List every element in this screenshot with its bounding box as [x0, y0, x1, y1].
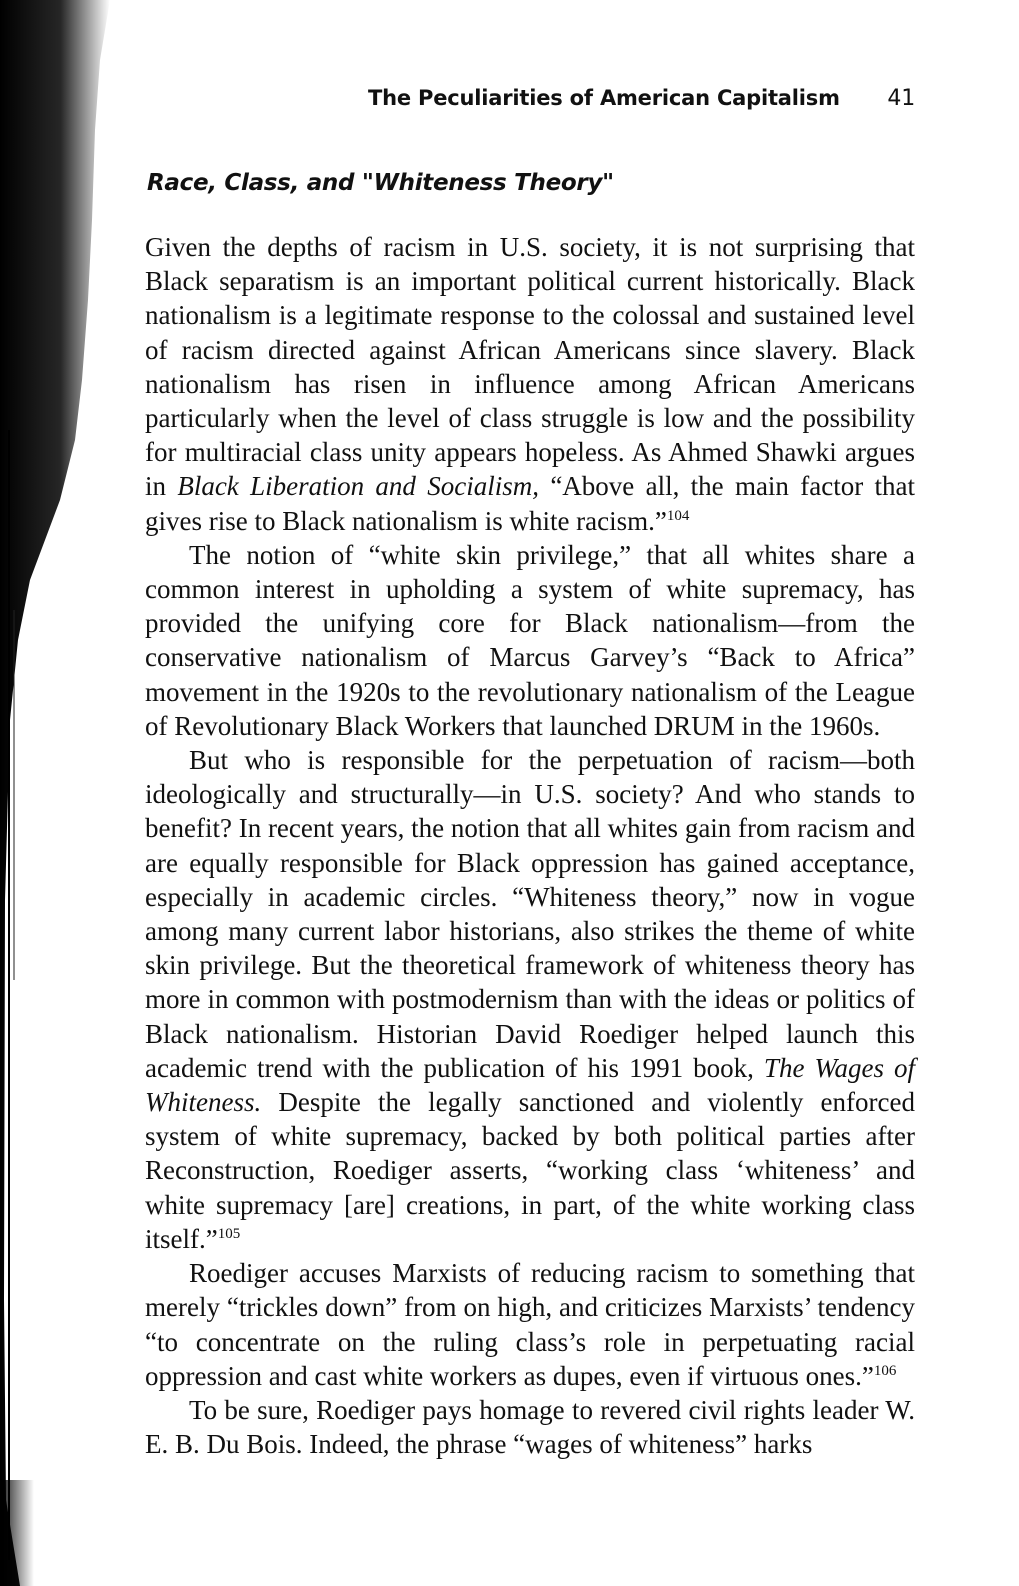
paragraph-4: [145, 1256, 915, 1393]
paragraph-2: The notion of “white skin privilege,” that all whites share a common interest in upholding a system of white supremacy, has provided the unifying core for Black nationalism—from the conservative nationalism of Marcus Garvey’s “Back to Africa” movement in the 1920s to the revolutionary nationalism of the League of Revolutionary Black Workers that launched DRUM in the 1960s.: [145, 539, 915, 741]
paragraph-1-quote: “Above all, the main factor that gives rise to Black nationalism is white racism.”: [145, 471, 915, 536]
running-head-title: The Peculiarities of American Capitalism: [368, 86, 840, 110]
section-heading: Race, Class, and "Whiteness Theory": [147, 170, 614, 196]
paragraph-3: [145, 743, 915, 1256]
book-title-wages-of-whiteness: The Wages of Whiteness.: [145, 1052, 915, 1118]
page-number: 41: [887, 86, 915, 111]
footnote-ref-106[interactable]: 106: [873, 1362, 897, 1379]
footnote-ref-104[interactable]: 104: [666, 507, 690, 524]
footnote-ref-105[interactable]: 105: [217, 1225, 241, 1242]
paragraph-3-text: But who is responsible for the perpetuation of racism—both ideologically and structurally—in U.S. society? And who stands to benefit? In recent years, the notion that all whites gain from racism and are equally responsible for Black oppression has gained acceptance, especially in academic circles. “Whiteness theory,” now in vogue among many current labor historians, also strikes the theme of white skin privilege. But the theoretical framework of whiteness theory has more in common with postmodernism than with the ideas or politics of Black nationalism. Historian David Roediger helped launch this academic trend with the publication of his 1991 book,: [145, 745, 915, 1083]
paragraph-5: To be sure, Roediger pays homage to revered civil rights leader W. E. B. Du Bois. Indeed, the phrase “wages of whiteness” harks: [145, 1394, 915, 1460]
paragraph-1-text: Given the depths of racism in U.S. society, it is not surprising that Black separatism is an important political current historically. Black nationalism is a legitimate response to the colossal and sustained level of racism directed against African Americans since slavery. Black nationalism has risen in influence among African Americans particularly when the level of class struggle is low and the possibility for multiracial class unity appears hopeless. As Ahmed Shawki argues in: [145, 232, 915, 502]
paragraph-4-text: Roediger accuses Marxists of reducing racism to something that merely “trickles down” from on high, and criticizes Marxists’ tendency “to concentrate on the ruling class’s role in perpetuating racial oppression and cast white workers as dupes, even if virtuous ones.”: [145, 1258, 915, 1391]
body-text: [145, 230, 915, 1461]
book-title-black-liberation: Black Liberation and Socialism,: [177, 471, 539, 502]
running-head: [368, 86, 915, 111]
paragraph-1: [145, 230, 915, 538]
scan-binding-shadow: [0, 0, 120, 1586]
paragraph-3-quote: Despite the legally sanctioned and violently enforced system of white supremacy, backed by both political parties after Reconstruction, Roediger asserts, “working class ‘whiteness’ and white supremacy [are] creations, in part, of the white working class itself.”: [145, 1087, 915, 1254]
